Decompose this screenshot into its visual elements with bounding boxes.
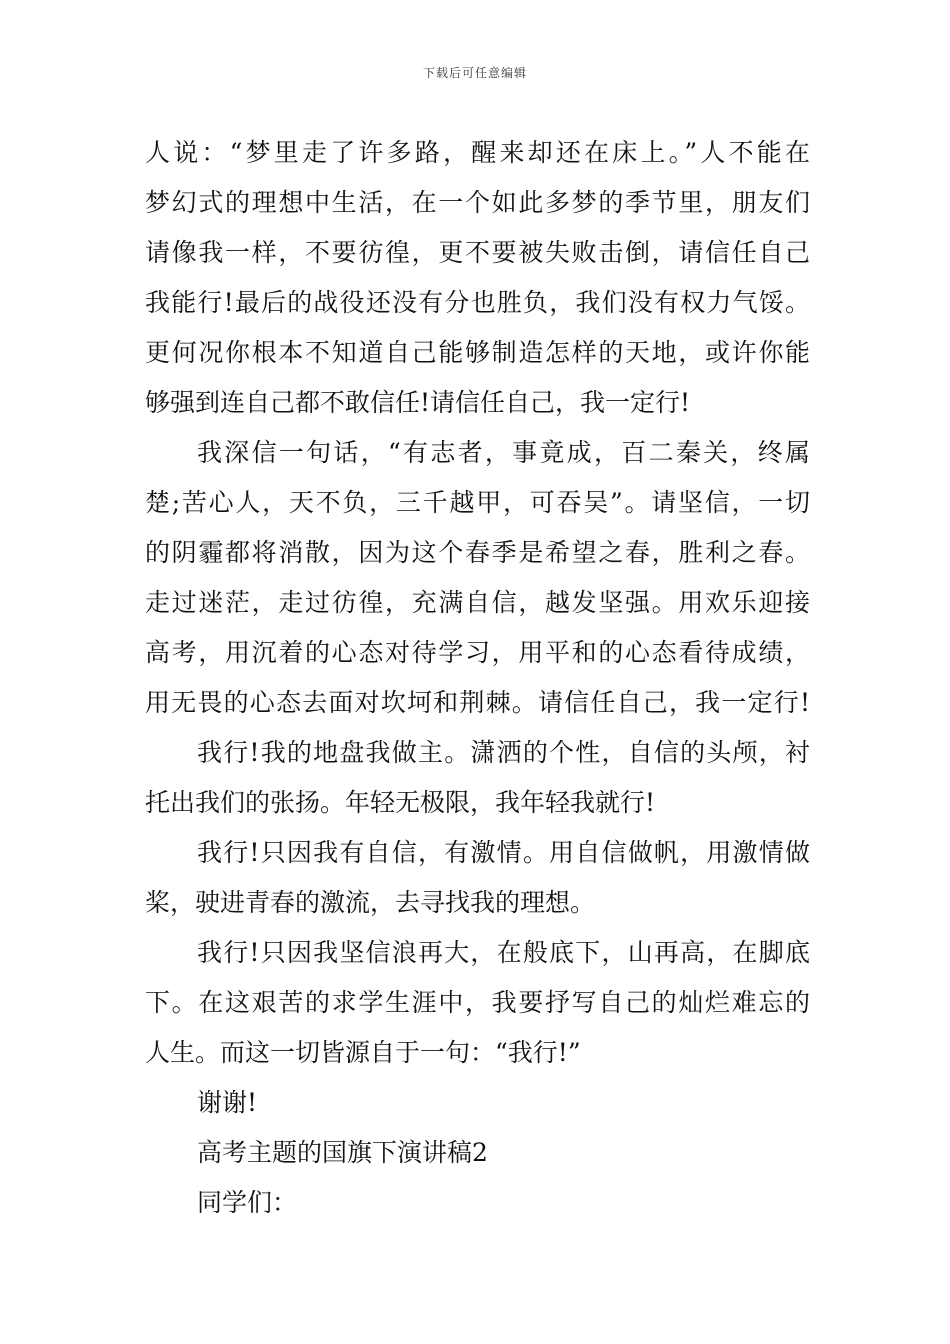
text-line: 请像我一样，不要彷徨，更不要被失败击倒，请信任自己 <box>145 238 810 267</box>
text-line: 我行!我的地盘我做主。潇洒的个性，自信的头颅，衬 <box>197 738 810 767</box>
section-title: 高考主题的国旗下演讲稿2 <box>197 1138 488 1167</box>
text-line: 我行!只因我坚信浪再大，在般底下，山再高，在脚底 <box>197 938 810 967</box>
text-line: 人说：“梦里走了许多路，醒来却还在床上。”人不能在 <box>145 138 810 167</box>
document-body <box>145 128 810 1228</box>
header-note: 下载后可任意编辑 <box>422 66 527 80</box>
closing-thanks: 谢谢! <box>197 1088 258 1117</box>
text-line: 人生。而这一切皆源自于一句：“我行!” <box>145 1038 581 1067</box>
salutation: 同学们： <box>197 1188 298 1217</box>
text-line: 更何况你根本不知道自己能够制造怎样的天地，或许你能 <box>145 338 810 367</box>
text-line: 够强到连自己都不敢信任!请信任自己，我一定行! <box>145 388 691 417</box>
text-line: 桨，驶进青春的激流，去寻找我的理想。 <box>145 888 596 917</box>
text-line: 的阴霾都将消散，因为这个春季是希望之春，胜利之春。 <box>145 538 810 567</box>
text-line: 下。在这艰苦的求学生涯中，我要抒写自己的灿烂难忘的 <box>145 988 810 1017</box>
text-line: 我深信一句话，“有志者，事竟成，百二秦关，终属 <box>197 438 810 467</box>
text-line: 我行!只因我有自信，有激情。用自信做帆，用激情做 <box>197 838 810 867</box>
text-line: 梦幻式的理想中生活，在一个如此多梦的季节里，朋友们 <box>145 188 810 217</box>
text-line: 走过迷茫，走过彷徨，充满自信，越发坚强。用欢乐迎接 <box>145 588 810 617</box>
text-line: 托出我们的张扬。年轻无极限，我年轻我就行! <box>145 788 656 817</box>
text-line: 用无畏的心态去面对坎坷和荆棘。请信任自己，我一定行! <box>145 688 810 717</box>
text-line: 高考，用沉着的心态对待学习，用平和的心态看待成绩， <box>145 638 810 667</box>
text-line: 楚;苦心人，天不负，三千越甲，可吞吴”。请坚信，一切 <box>145 488 810 517</box>
text-line: 我能行!最后的战役还没有分也胜负，我们没有权力气馁。 <box>145 288 810 317</box>
